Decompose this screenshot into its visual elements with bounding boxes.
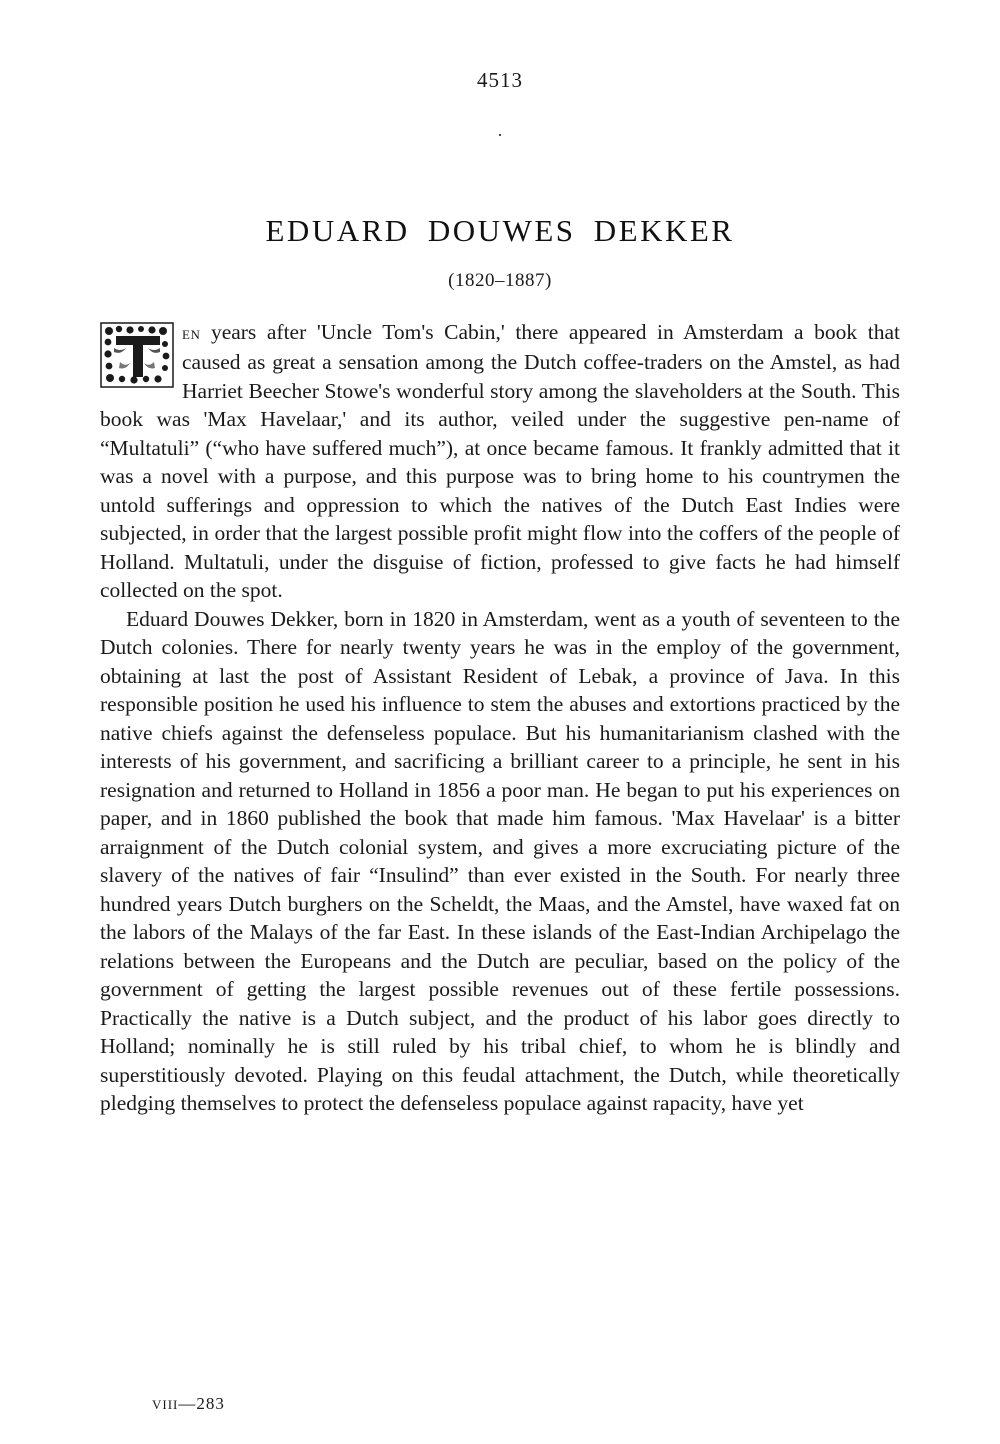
volume-signature: [152, 1393, 225, 1414]
volume-number: viii: [152, 1393, 179, 1413]
drop-cap-ornament-icon: [100, 322, 174, 388]
page-folio-number: 4513: [477, 68, 523, 92]
signature-page: 283: [196, 1394, 225, 1413]
page-title: EDUARD DOUWES DEKKER: [265, 213, 735, 248]
signature-separator: —: [178, 1394, 197, 1413]
author-life-dates: (1820–1887): [448, 269, 552, 291]
paragraph-first-text: years after 'Uncle Tom's Cabin,' there appeared in Amsterdam a book that caused as great a sensation among the Dutch coffee-traders on the Amstel, as had Harriet Beecher Stowe's wonderful story among the slaveholders at the South. This book was 'Max Havelaar,' and its author, veiled under the suggestive pen-name of “Multatuli” (“who have suffered much”), at once became famous. It frankly admitted that it was a novel with a purpose, and this purpose was to bring home to his countrymen the untold sufferings and oppression to which the natives of the Dutch East Indies were subjected, in order that the largest possible profit might flow into the coffers of the people of Holland. Multatuli, under the disguise of fiction, professed to give facts he had himself collected on the spot.: [100, 319, 901, 603]
article-body: [100, 318, 900, 1118]
paragraph-first: [100, 318, 900, 605]
opening-small-caps: en: [182, 322, 201, 344]
center-dot-mark: .: [497, 120, 503, 140]
paragraph-second: Eduard Douwes Dekker, born in 1820 in Amsterdam, went as a youth of seventeen to the Dutch colonies. There for nearly twenty years he was in the employ of the government, obtaining at last the post of Assistant Resident of Lebak, a province of Java. In this responsible position he used his influence to stem the abuses and extortions practiced by the native chiefs against the defenseless populace. But his humanitarianism clashed with the interests of his government, and sacrificing a brilliant career to a principle, he sent in his resignation and returned to Holland in 1856 a poor man. He began to put his experiences on paper, and in 1860 published the book that made him famous. 'Max Havelaar' is a bitter arraignment of the Dutch colonial system, and gives a more excruciating picture of the slavery of the natives of fair “Insulind” than ever existed in the South. For nearly three hundred years Dutch burghers on the Scheldt, the Maas, and the Amstel, have waxed fat on the labors of the Malays of the far East. In these islands of the East-Indian Archipelago the relations between the Europeans and the Dutch are peculiar, based on the policy of the government of getting the largest possible revenues out of these fertile possessions. Practically the native is a Dutch subject, and the product of his labor goes directly to Holland; nominally he is still ruled by his tribal chief, to whom he is blindly and superstitiously devoted. Playing on this feudal attachment, the Dutch, while theoretically pledging themselves to protect the defenseless populace against rapacity, have yet: [100, 606, 900, 1116]
